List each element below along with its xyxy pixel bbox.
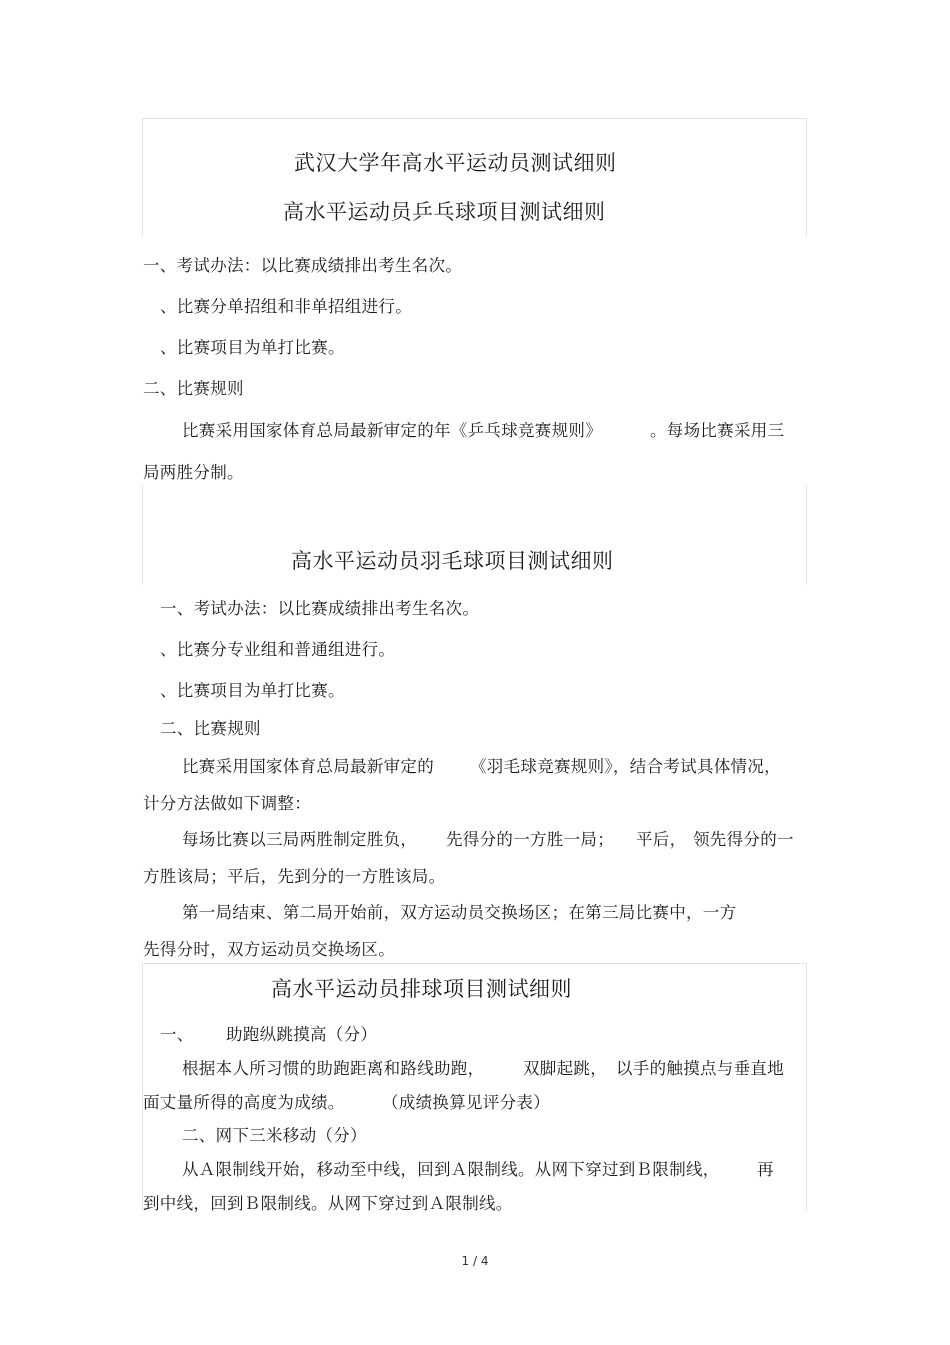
badminton-rules-heading: 二、比赛规则 bbox=[160, 719, 261, 738]
badminton-groups: 、比赛分专业组和普通组进行。 bbox=[160, 640, 396, 659]
box-border-left-2 bbox=[142, 485, 143, 585]
page-number: 1 / 4 bbox=[461, 1254, 489, 1268]
badminton-scoring-1d: 领先得分的一 bbox=[693, 830, 794, 849]
volleyball-item-1-text-1a: 根据本人所习惯的助跑距离和路线助跑， bbox=[182, 1059, 485, 1078]
badminton-rules-text-1a: 比赛采用国家体育总局最新审定的 bbox=[182, 757, 434, 776]
volleyball-item-2-title: 二、网下三米移动（分） bbox=[182, 1126, 367, 1145]
box-border-left-1 bbox=[142, 118, 143, 236]
badminton-court-change-2: 先得分时，双方运动员交换场区。 bbox=[143, 940, 395, 959]
box-border-left-3 bbox=[142, 963, 143, 1211]
pingpong-rules-text-1b: 。每场比赛采用三 bbox=[650, 421, 785, 440]
pingpong-event: 、比赛项目为单打比赛。 bbox=[160, 338, 345, 357]
volleyball-item-1-text-1c: 以手的触摸点与垂直地 bbox=[616, 1059, 784, 1078]
box-border-right-3 bbox=[806, 963, 807, 1211]
badminton-section-title: 高水平运动员羽毛球项目测试细则 bbox=[291, 549, 614, 573]
volleyball-item-2-text-1b: 再 bbox=[757, 1160, 774, 1179]
badminton-exam-method: 一、考试办法：以比赛成绩排出考生名次。 bbox=[160, 599, 480, 618]
box-border-top-3 bbox=[142, 963, 807, 964]
volleyball-item-1-text-1b: 双脚起跳， bbox=[523, 1059, 607, 1078]
badminton-rules-text-1b: 《羽毛球竞赛规则》，结合考试具体情况， bbox=[470, 757, 781, 776]
badminton-scoring-1b: 先得分的一方胜一局； bbox=[446, 830, 614, 849]
pingpong-groups: 、比赛分单招组和非单招组进行。 bbox=[160, 297, 412, 316]
pingpong-rules-text-2: 局两胜分制。 bbox=[143, 463, 244, 482]
badminton-scoring-2: 方胜该局；平后，先到分的一方胜该局。 bbox=[143, 867, 446, 886]
volleyball-section-title: 高水平运动员排球项目测试细则 bbox=[271, 977, 572, 1001]
pingpong-rules-heading: 二、比赛规则 bbox=[143, 379, 244, 398]
badminton-event: 、比赛项目为单打比赛。 bbox=[160, 681, 345, 700]
volleyball-item-1-number: 一、 bbox=[160, 1025, 194, 1044]
badminton-rules-text-2: 计分方法做如下调整： bbox=[143, 794, 311, 813]
document-title: 武汉大学年高水平运动员测试细则 bbox=[294, 151, 617, 175]
pingpong-exam-method: 一、考试办法：以比赛成绩排出考生名次。 bbox=[143, 256, 463, 275]
badminton-court-change-1: 第一局结束、第二局开始前，双方运动员交换场区；在第三局比赛中，一方 bbox=[182, 903, 737, 922]
volleyball-item-1-text-2b: （成绩换算见评分表） bbox=[382, 1093, 550, 1112]
badminton-scoring-1a: 每场比赛以三局两胜制定胜负， bbox=[182, 830, 418, 849]
pingpong-rules-text-1a: 比赛采用国家体育总局最新审定的年《乒乓球竞赛规则》 bbox=[182, 421, 602, 440]
volleyball-item-1-title: 助跑纵跳摸高（分） bbox=[226, 1025, 378, 1044]
box-border-right-1 bbox=[806, 118, 807, 236]
volleyball-item-1-text-2a: 面丈量所得的高度为成绩。 bbox=[143, 1093, 345, 1112]
box-border-top-1 bbox=[142, 118, 807, 119]
pingpong-section-title: 高水平运动员乒乓球项目测试细则 bbox=[283, 200, 606, 224]
box-border-right-2 bbox=[806, 485, 807, 585]
badminton-scoring-1c: 平后， bbox=[636, 830, 687, 849]
volleyball-item-2-text-1a: 从Ａ限制线开始，移动至中线，回到Ａ限制线。从网下穿过到Ｂ限制线， bbox=[182, 1160, 720, 1179]
volleyball-item-2-text-2: 到中线，回到Ｂ限制线。从网下穿过到Ａ限制线。 bbox=[143, 1194, 513, 1213]
